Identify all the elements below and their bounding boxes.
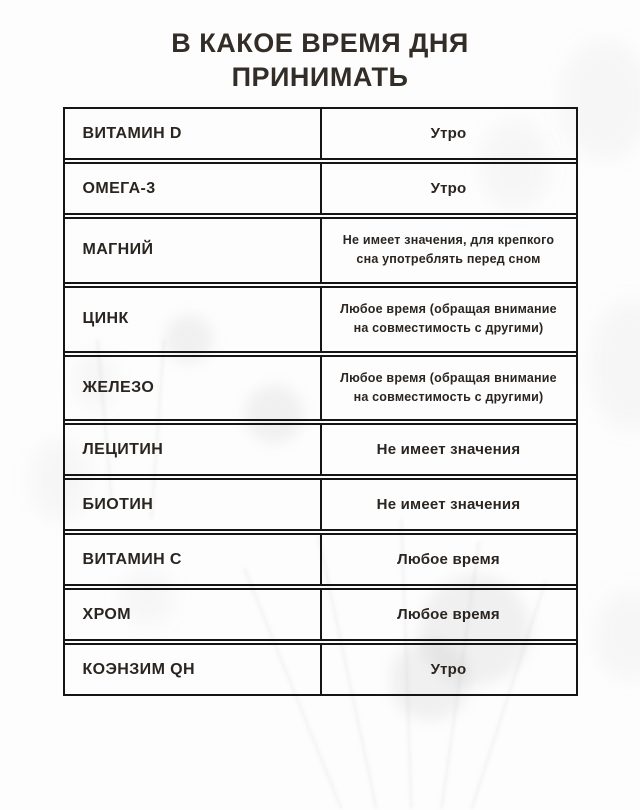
intake-time: Любое время xyxy=(397,606,500,624)
supplements-table xyxy=(63,107,578,696)
table-row xyxy=(65,158,576,213)
table-row xyxy=(65,213,576,282)
supplement-name: ВИТАМИН C xyxy=(65,535,322,584)
table-row xyxy=(65,639,576,694)
intake-time: Не имеет значения, для крепкого сна употреблять перед сном xyxy=(342,233,555,267)
supplement-name: КОЭНЗИМ QH xyxy=(65,645,322,694)
supplement-name: ЖЕЛЕЗО xyxy=(65,357,322,420)
supplement-name: ЦИНК xyxy=(65,288,322,351)
supplement-name: ОМЕГА-3 xyxy=(65,164,322,213)
intake-time: Любое время xyxy=(397,551,500,569)
table-row xyxy=(65,474,576,529)
supplement-name: БИОТИН xyxy=(65,480,322,529)
intake-time: Любое время (обращая внимание на совместимость с другими) xyxy=(340,301,557,336)
table-row xyxy=(65,282,576,351)
intake-time: Утро xyxy=(430,661,467,679)
supplement-name: ХРОМ xyxy=(65,590,322,639)
page-title-line2: ПРИНИМАТЬ xyxy=(231,62,409,93)
supplement-name: ЛЕЦИТИН xyxy=(65,425,322,474)
table-row xyxy=(65,419,576,474)
page-title-line1: В КАКОЕ ВРЕМЯ ДНЯ xyxy=(171,28,469,58)
table-row xyxy=(65,584,576,639)
intake-time: Утро xyxy=(430,180,467,198)
table-row xyxy=(65,109,576,158)
intake-time: Не имеет значения xyxy=(376,441,521,459)
supplement-name: МАГНИЙ xyxy=(65,219,322,282)
intake-time: Любое время (обращая внимание на совместимость с другими) xyxy=(340,370,557,404)
supplement-name: ВИТАМИН D xyxy=(65,109,322,158)
intake-time: Не имеет значения xyxy=(376,496,521,514)
table-row xyxy=(65,351,576,420)
intake-time: Утро xyxy=(430,125,467,143)
table-row xyxy=(65,529,576,584)
page-title xyxy=(0,26,640,94)
